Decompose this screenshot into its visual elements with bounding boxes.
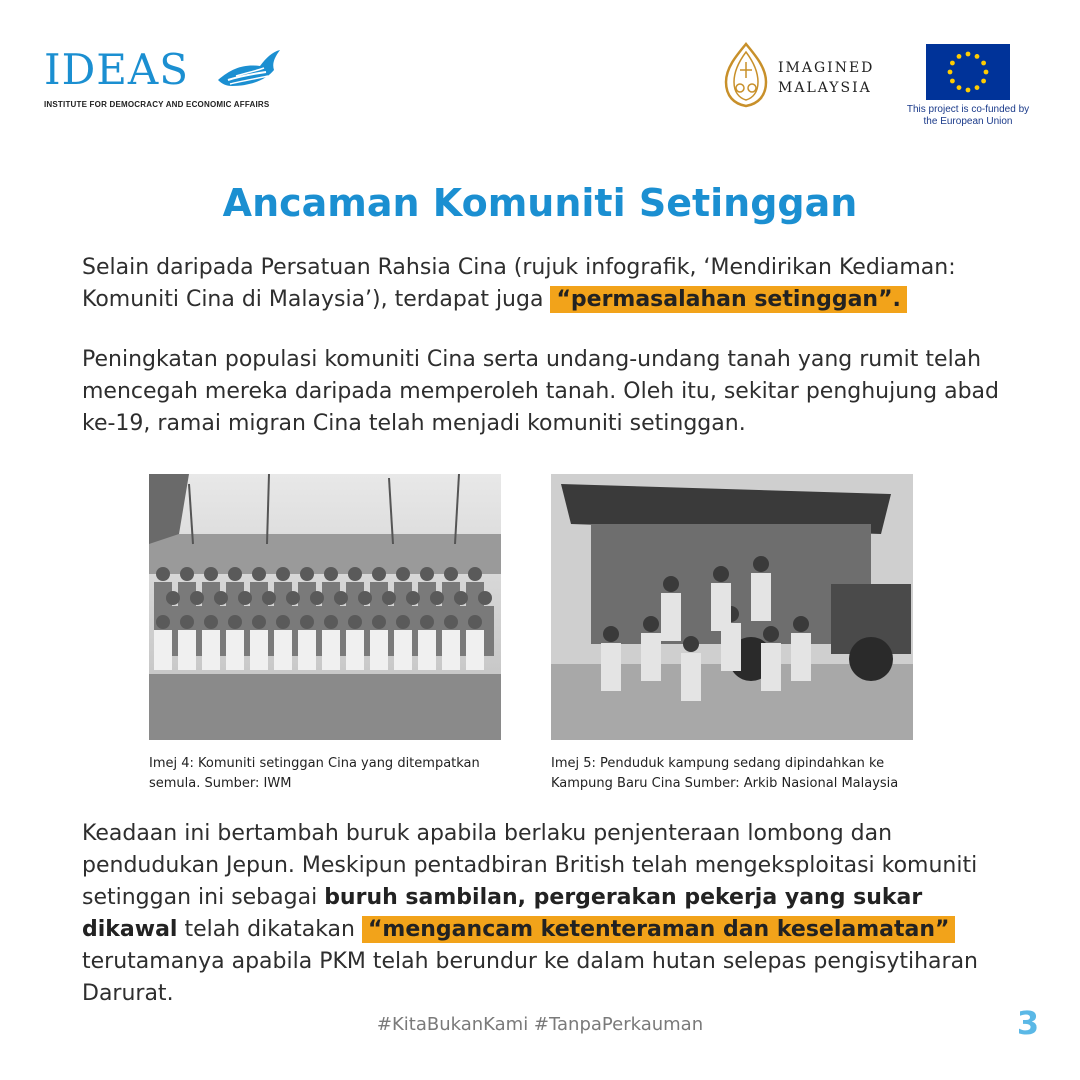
caption-image-4: Imej 4: Komuniti setinggan Cina yang ditempatkan semula. Sumber: IWM	[149, 756, 480, 791]
photo-villagers-relocated	[551, 474, 913, 740]
person-silhouette	[663, 576, 679, 592]
person-silhouette	[190, 591, 204, 605]
person-silhouette	[711, 583, 731, 631]
person-silhouette	[641, 633, 661, 681]
person-silhouette	[372, 615, 386, 629]
person-silhouette	[262, 591, 276, 605]
eu-star-icon	[984, 70, 989, 75]
person-silhouette	[156, 567, 170, 581]
eu-note-line1: This project is co-funded by	[906, 104, 1030, 115]
person-silhouette	[276, 615, 290, 629]
person-silhouette	[346, 630, 364, 670]
paragraph-conclusion-text-b: telah dikatakan	[177, 917, 362, 942]
person-silhouette	[204, 567, 218, 581]
paragraph-conclusion	[82, 818, 1018, 1010]
person-silhouette	[348, 615, 362, 629]
eu-star-icon	[966, 88, 971, 93]
person-silhouette	[396, 567, 410, 581]
caption-image-5: Imej 5: Penduduk kampung sedang dipindahkan ke Kampung Baru Cina Sumber: Arkib Nasional Malaysia	[551, 756, 899, 791]
eu-note-line2: the European Union	[923, 116, 1013, 127]
person-silhouette	[713, 566, 729, 582]
person-silhouette	[442, 630, 460, 670]
page-number: 3	[1016, 1004, 1040, 1042]
eu-star-icon	[948, 70, 953, 75]
person-silhouette	[420, 567, 434, 581]
eu-flag-icon	[926, 44, 1010, 100]
person-silhouette	[324, 567, 338, 581]
gunungan-emblem-icon	[722, 42, 770, 108]
person-silhouette	[444, 567, 458, 581]
person-silhouette	[204, 615, 218, 629]
paragraph-intro-text: Selain daripada Persatuan Rahsia Cina (rujuk infografik, ‘Mendirikan Kediaman: Komuniti Cina di Malaysia’), terdapat juga	[82, 255, 956, 312]
person-silhouette	[250, 630, 268, 670]
person-silhouette	[202, 630, 220, 670]
person-silhouette	[478, 591, 492, 605]
dove-icon	[214, 46, 284, 96]
person-silhouette	[683, 636, 699, 652]
person-silhouette	[180, 567, 194, 581]
person-silhouette	[601, 643, 621, 691]
imagined-malaysia-line1: IMAGINED	[778, 60, 875, 76]
hashtags: #KitaBukanKami #TanpaPerkauman	[376, 1014, 704, 1035]
person-silhouette	[300, 567, 314, 581]
person-silhouette	[252, 615, 266, 629]
eu-star-icon	[981, 79, 986, 84]
person-silhouette	[468, 615, 482, 629]
person-silhouette	[396, 615, 410, 629]
person-silhouette	[418, 630, 436, 670]
person-silhouette	[180, 615, 194, 629]
person-silhouette	[154, 630, 172, 670]
paragraph-population: Peningkatan populasi komuniti Cina serta undang-undang tanah yang rumit telah mencegah mereka daripada memperoleh tanah. Oleh itu, sekitar penghujung abad ke-19, ramai migran Cina telah menjadi komuniti setinggan.	[82, 347, 999, 436]
person-silhouette	[228, 567, 242, 581]
eu-star-icon	[957, 54, 962, 59]
person-silhouette	[763, 626, 779, 642]
person-silhouette	[793, 616, 809, 632]
eu-star-icon	[950, 79, 955, 84]
imagined-malaysia-logo	[722, 42, 902, 110]
ideas-wordmark: IDEAS	[44, 45, 190, 94]
person-silhouette	[334, 591, 348, 605]
person-silhouette	[430, 591, 444, 605]
bold-casual-labour: buruh sambilan, pergerakan pekerja yang sukar dikawal	[82, 885, 923, 942]
person-silhouette	[751, 573, 771, 621]
person-silhouette	[156, 615, 170, 629]
page-title: Ancaman Komuniti Setinggan	[222, 181, 858, 225]
person-silhouette	[370, 630, 388, 670]
person-silhouette	[226, 630, 244, 670]
highlight-threat-security: “mengancam ketenteraman dan keselamatan”	[362, 916, 956, 943]
person-silhouette	[238, 591, 252, 605]
person-silhouette	[358, 591, 372, 605]
person-silhouette	[466, 630, 484, 670]
paragraph-intro	[82, 252, 1018, 316]
person-silhouette	[468, 567, 482, 581]
eu-star-icon	[975, 85, 980, 90]
person-silhouette	[178, 630, 196, 670]
person-silhouette	[214, 591, 228, 605]
eu-star-icon	[950, 61, 955, 66]
person-silhouette	[406, 591, 420, 605]
person-silhouette	[454, 591, 468, 605]
eu-cofunded-note	[896, 104, 1040, 128]
person-silhouette	[348, 567, 362, 581]
paragraph-conclusion-text-a: Keadaan ini bertambah buruk apabila berlaku penjenteraan lombong dan pendudukan Jepun. Meskipun pentadbiran British telah mengeksploitasi komuniti setinggan ini sebagai	[82, 821, 978, 910]
person-silhouette	[761, 643, 781, 691]
person-silhouette	[252, 567, 266, 581]
person-silhouette	[603, 626, 619, 642]
paragraph-conclusion-text-c: terutamanya apabila PKM telah berundur ke dalam hutan selepas pengisytiharan Darurat.	[82, 949, 978, 1006]
person-silhouette	[300, 615, 314, 629]
person-silhouette	[382, 591, 396, 605]
person-silhouette	[372, 567, 386, 581]
person-silhouette	[310, 591, 324, 605]
eu-star-icon	[981, 61, 986, 66]
person-silhouette	[681, 653, 701, 701]
person-silhouette	[661, 593, 681, 641]
ideas-logo	[44, 44, 284, 116]
person-silhouette	[643, 616, 659, 632]
photo-resettled-squatters	[149, 474, 501, 740]
person-silhouette	[444, 615, 458, 629]
person-silhouette	[394, 630, 412, 670]
person-silhouette	[791, 633, 811, 681]
person-silhouette	[274, 630, 292, 670]
person-silhouette	[322, 630, 340, 670]
person-silhouette	[420, 615, 434, 629]
eu-star-icon	[966, 52, 971, 57]
person-silhouette	[228, 615, 242, 629]
imagined-malaysia-line2: MALAYSIA	[778, 80, 872, 96]
highlight-squatter-problem: “permasalahan setinggan”.	[550, 286, 906, 313]
ideas-tagline: INSTITUTE FOR DEMOCRACY AND ECONOMIC AFFAIRS	[44, 100, 270, 109]
person-silhouette	[298, 630, 316, 670]
person-silhouette	[276, 567, 290, 581]
person-silhouette	[753, 556, 769, 572]
person-silhouette	[286, 591, 300, 605]
eu-star-icon	[957, 85, 962, 90]
person-silhouette	[324, 615, 338, 629]
eu-star-icon	[975, 54, 980, 59]
person-silhouette	[166, 591, 180, 605]
